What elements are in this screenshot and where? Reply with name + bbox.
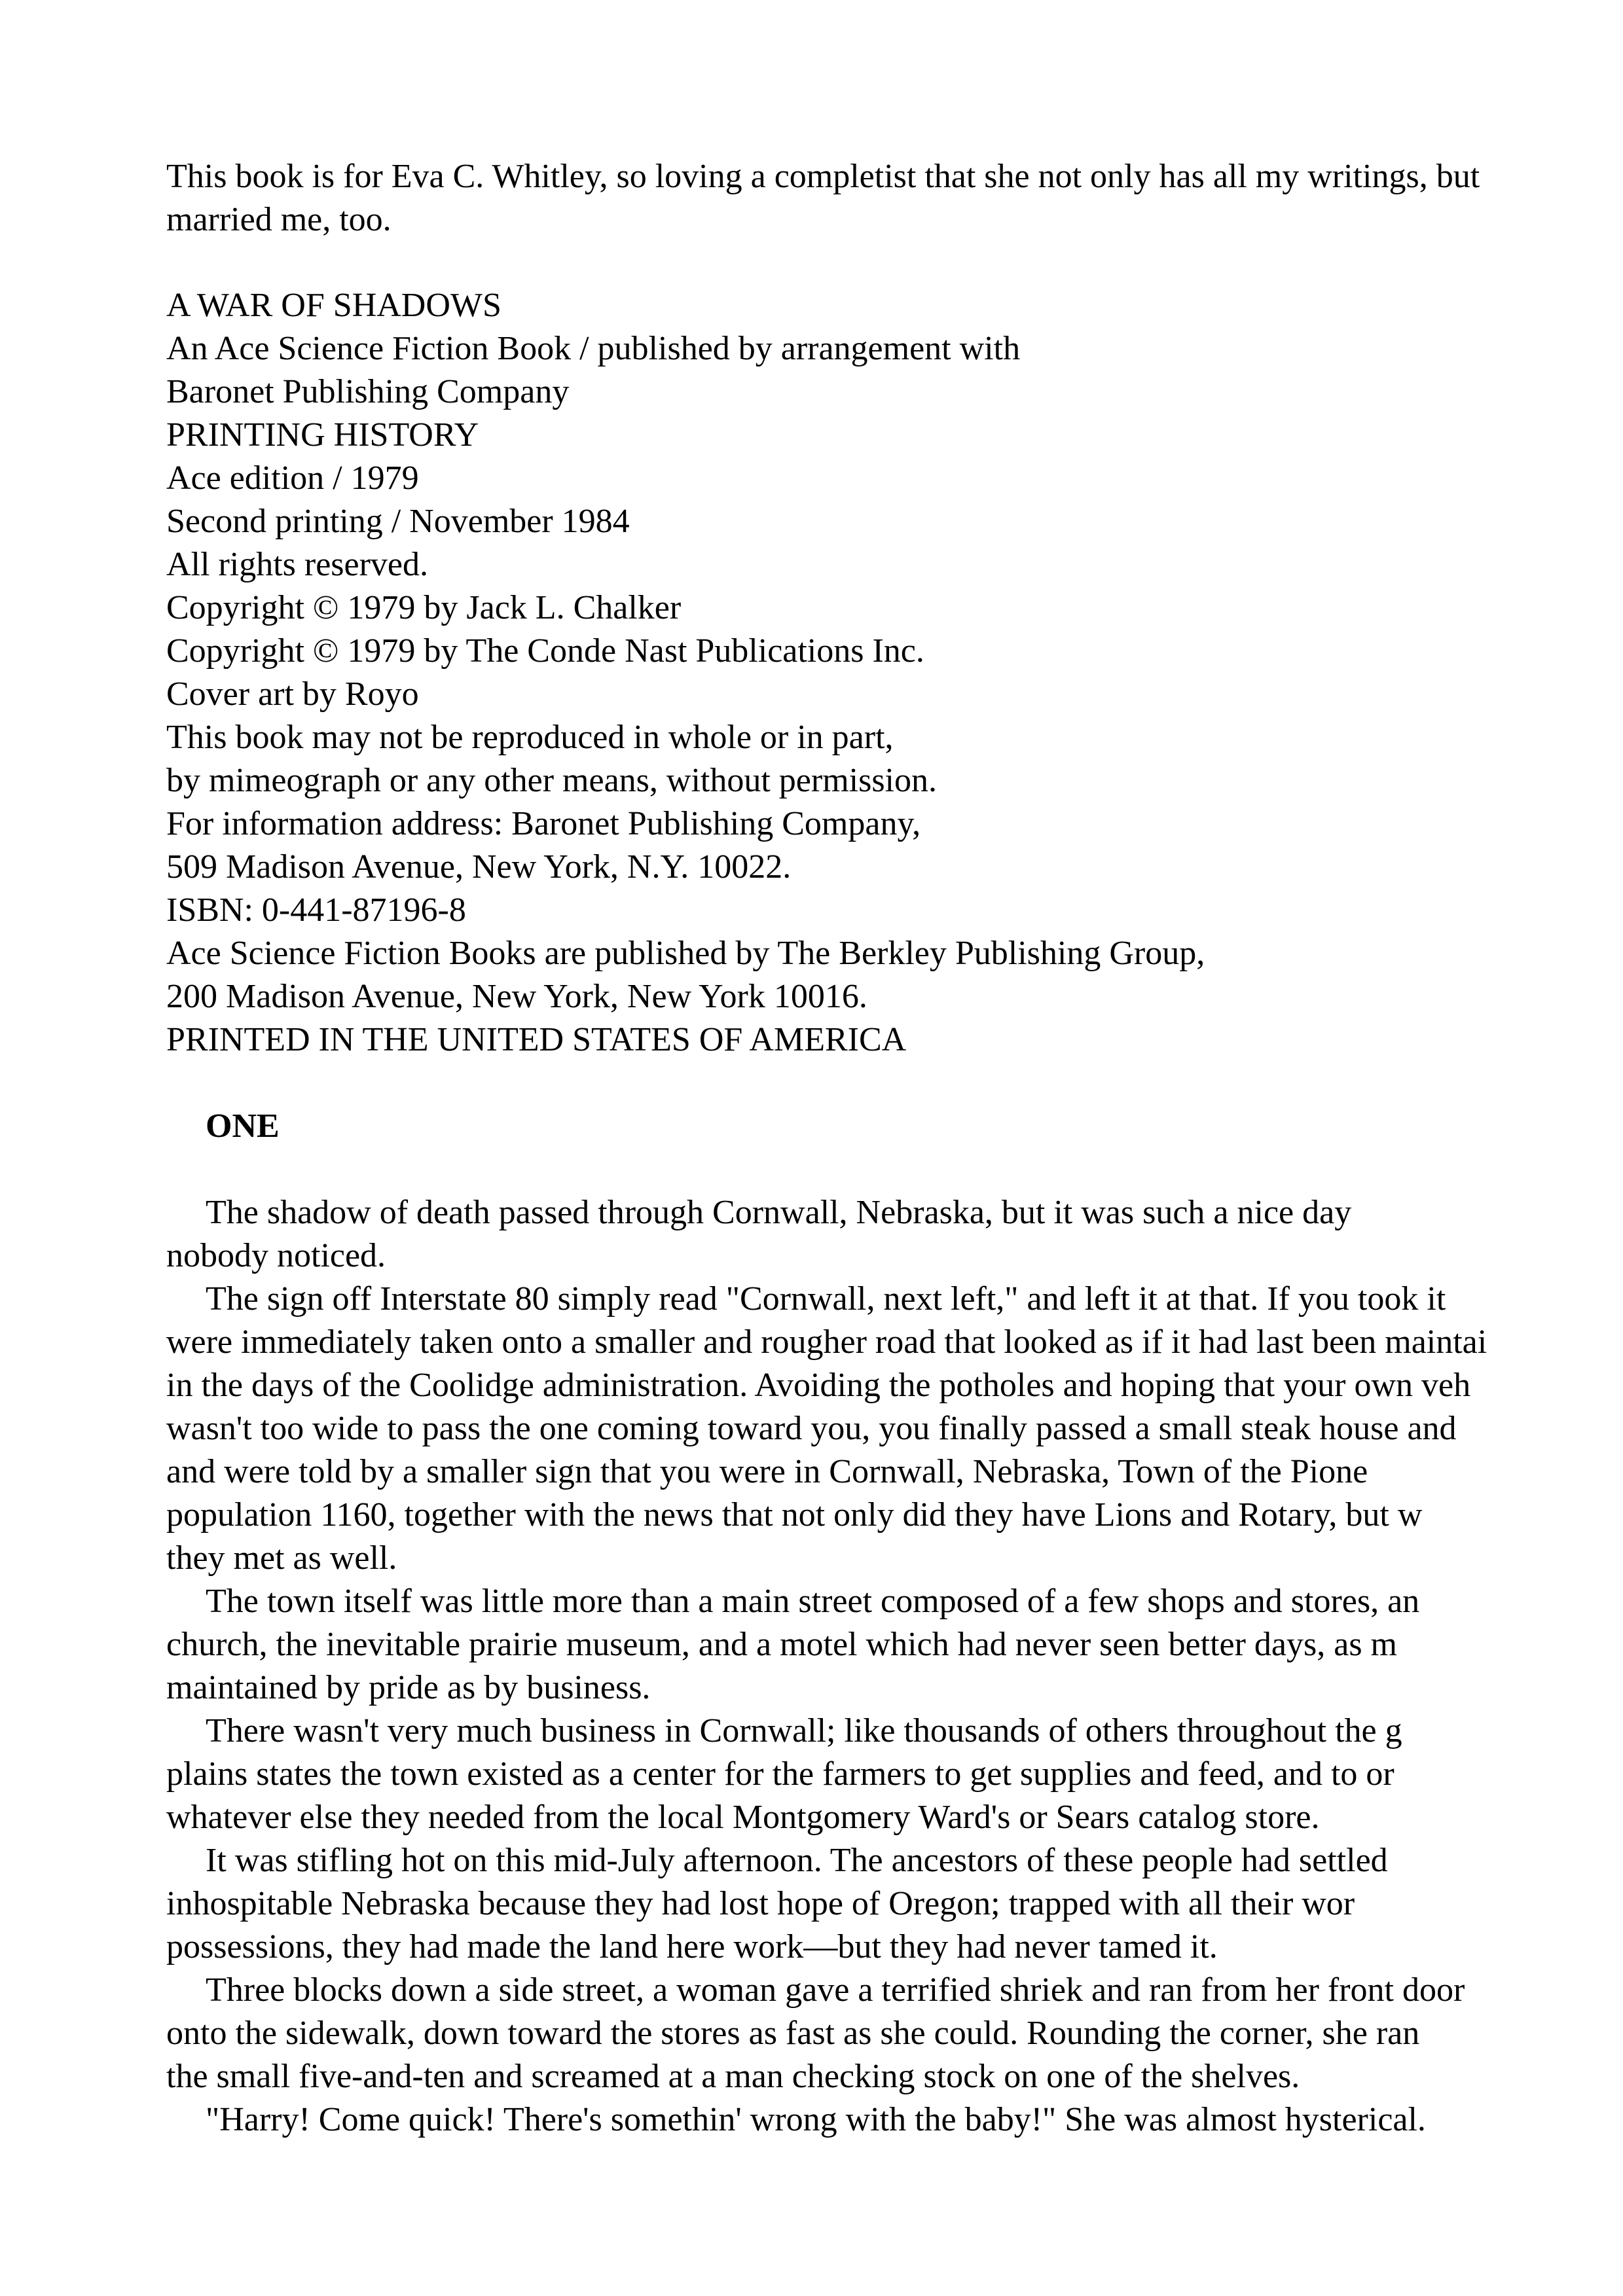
body-line: The shadow of death passed through Cornwall, Nebraska, but it was such a nice day [206,1194,1352,1231]
copyright-line: Cover art by Royo [166,675,419,713]
copyright-line: Ace edition / 1979 [166,459,419,497]
body-line: inhospitable Nebraska because they had lost hope of Oregon; trapped with all their wor [166,1885,1355,1922]
copyright-line: Second printing / November 1984 [166,503,630,540]
body-line: church, the inevitable prairie museum, and a motel which had never seen better days, as m [166,1626,1397,1663]
body-line: population 1160, together with the news that not only did they have Lions and Rotary, but w [166,1496,1423,1534]
copyright-line: by mimeograph or any other means, without permission. [166,762,938,799]
body-line: onto the sidewalk, down toward the stores as fast as she could. Rounding the corner, she ran [166,2015,1420,2052]
body-line: "Harry! Come quick! There's somethin' wrong with the baby!" She was almost hysterical. [206,2101,1426,2138]
copyright-line: Copyright © 1979 by Jack L. Chalker [166,589,682,626]
body-line: possessions, they had made the land here work—but they had never tamed it. [166,1928,1218,1965]
copyright-line: PRINTED IN THE UNITED STATES OF AMERICA [166,1021,907,1058]
body-line: Three blocks down a side street, a woman gave a terrified shriek and ran from her front door [206,1971,1465,2009]
body-line: were immediately taken onto a smaller and rougher road that looked as if it had last been maintai [166,1323,1487,1361]
copyright-line: PRINTING HISTORY [166,416,479,454]
body-line: the small five-and-ten and screamed at a man checking stock on one of the shelves. [166,2058,1300,2095]
dedication-line: married me, too. [166,201,392,238]
copyright-line: Ace Science Fiction Books are published by The Berkley Publishing Group, [166,935,1205,972]
body-line: they met as well. [166,1539,397,1577]
body-line: whatever else they needed from the local Montgomery Ward's or Sears catalog store. [166,1799,1320,1836]
copyright-line: 200 Madison Avenue, New York, New York 10016. [166,978,867,1015]
chapter-title: ONE [206,1107,280,1145]
body-line: The town itself was little more than a main street composed of a few shops and stores, an [206,1583,1420,1620]
copyright-line: This book may not be reproduced in whole or in part, [166,719,894,756]
copyright-line: 509 Madison Avenue, New York, N.Y. 10022. [166,848,792,886]
book-title: A WAR OF SHADOWS [166,287,501,324]
copyright-line: For information address: Baronet Publishing Company, [166,805,921,842]
body-line: It was stifling hot on this mid-July afternoon. The ancestors of these people had settled [206,1842,1388,1879]
copyright-line: Copyright © 1979 by The Conde Nast Publications Inc. [166,632,924,670]
body-line: and were told by a smaller sign that you were in Cornwall, Nebraska, Town of the Pione [166,1453,1368,1490]
copyright-line: Baronet Publishing Company [166,373,570,410]
body-line: nobody noticed. [166,1237,386,1274]
body-line: There wasn't very much business in Cornwall; like thousands of others throughout the g [206,1712,1402,1749]
copyright-line: An Ace Science Fiction Book / published by arrangement with [166,330,1021,367]
body-line: plains states the town existed as a center for the farmers to get supplies and feed, and to or [166,1755,1395,1793]
copyright-line: All rights reserved. [166,546,429,583]
body-line: The sign off Interstate 80 simply read "Cornwall, next left," and left it at that. If you took it [206,1280,1446,1318]
copyright-line: ISBN: 0-441-87196-8 [166,891,466,929]
body-line: wasn't too wide to pass the one coming toward you, you finally passed a small steak house and [166,1410,1457,1447]
dedication-line: This book is for Eva C. Whitley, so loving a completist that she not only has all my writings, but [166,158,1480,195]
body-line: maintained by pride as by business. [166,1669,651,1706]
body-line: in the days of the Coolidge administration. Avoiding the potholes and hoping that your own veh [166,1367,1471,1404]
